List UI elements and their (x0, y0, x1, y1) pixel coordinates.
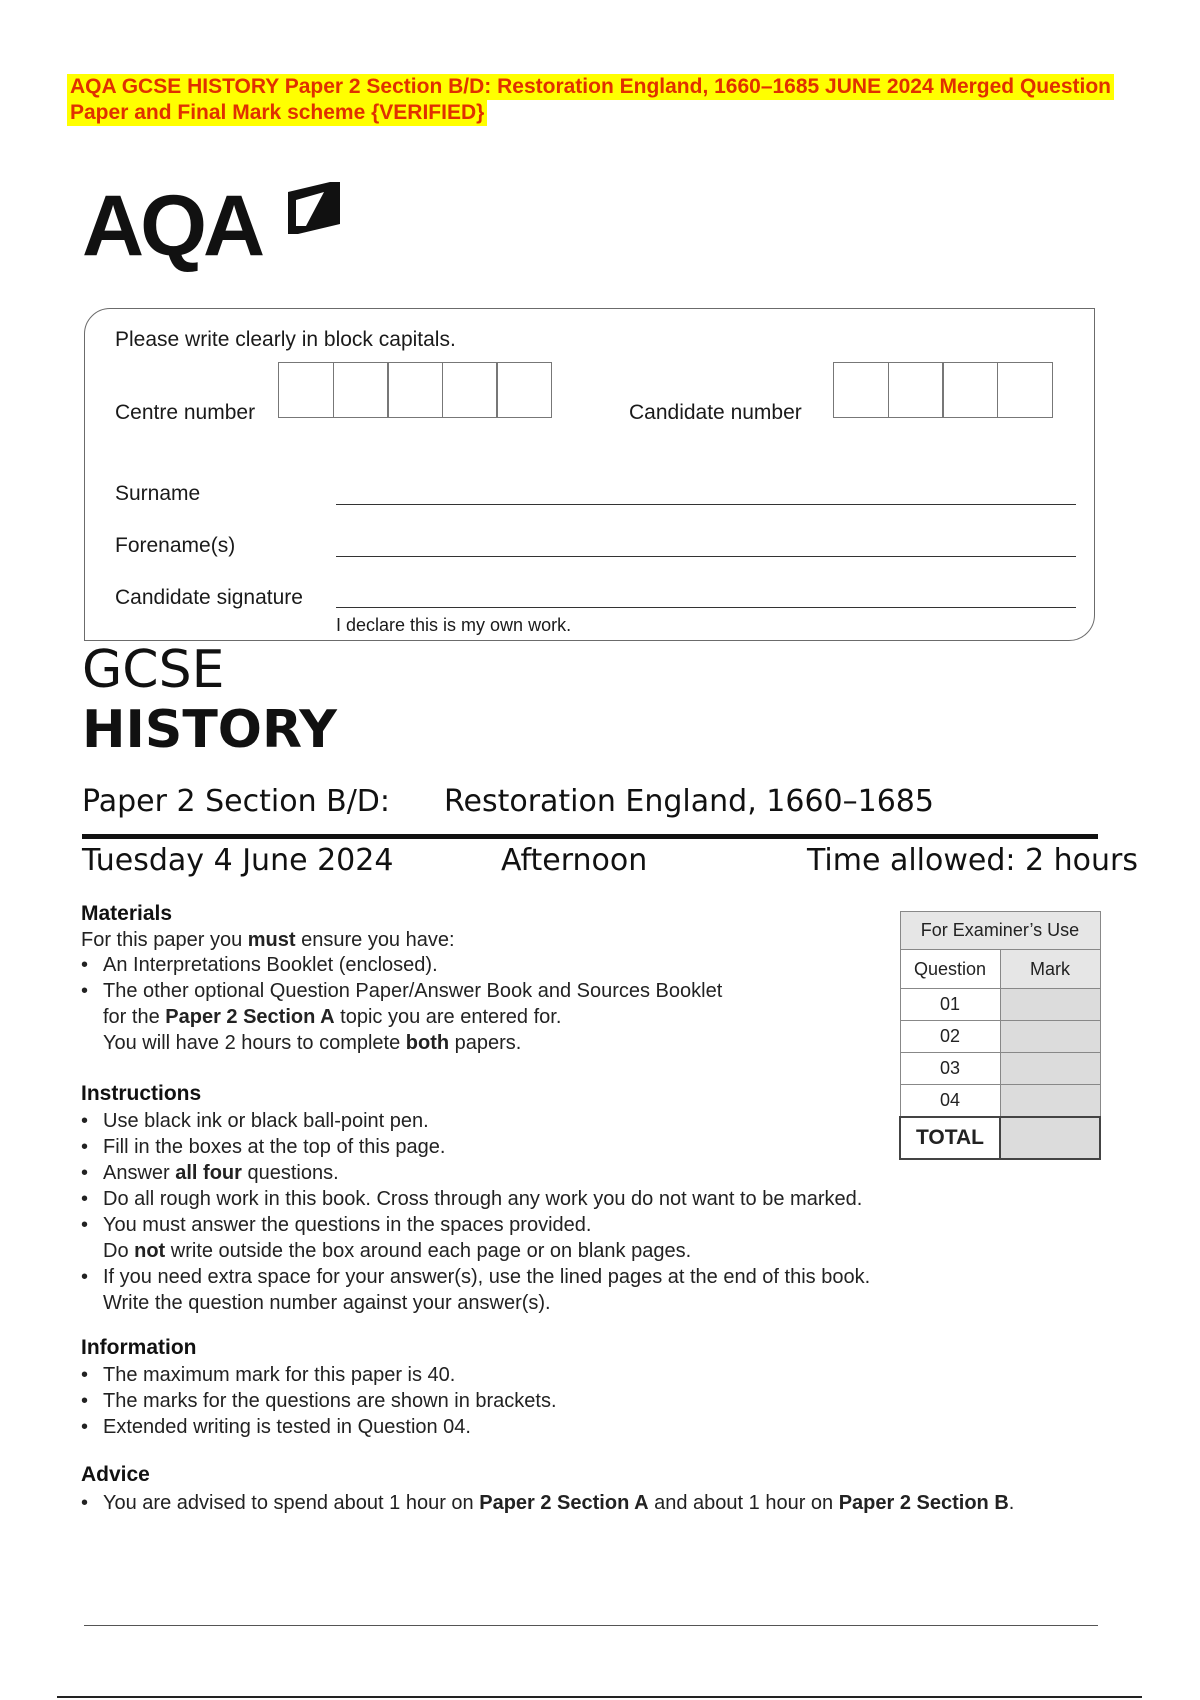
aqa-logo-mark-icon (284, 178, 344, 238)
title-divider (82, 834, 1098, 839)
list-item: • The marks for the questions are shown in brackets. (81, 1388, 557, 1414)
question-number: 04 (900, 1085, 1000, 1118)
forenames-label: Forename(s) (115, 534, 236, 557)
paper-topic: Restoration England, 1660–1685 (444, 784, 934, 819)
exam-session: Afternoon (501, 843, 648, 878)
signature-line[interactable] (336, 607, 1076, 608)
examiner-use-table (899, 911, 1101, 1160)
aqa-logo-text: AQA (82, 178, 262, 274)
mark-cell[interactable] (1000, 1053, 1100, 1085)
total-row (900, 1117, 1100, 1159)
question-number: 01 (900, 989, 1000, 1021)
surname-line[interactable] (336, 504, 1076, 505)
table-row (900, 1085, 1100, 1118)
page-bottom-border (57, 1696, 1142, 1698)
candidate-number-digit[interactable] (997, 362, 1053, 418)
aqa-logo (82, 176, 352, 276)
centre-number-digit[interactable] (387, 362, 443, 418)
mark-column-header: Mark (1000, 950, 1100, 989)
candidate-number-digit[interactable] (942, 362, 998, 418)
declaration-text: I declare this is my own work. (336, 615, 572, 635)
list-item: • You are advised to spend about 1 hour on Paper 2 Section A and about 1 hour on Paper 2 Section B. (81, 1490, 1014, 1516)
question-number: 03 (900, 1053, 1000, 1085)
list-item: • If you need extra space for your answer(s), use the lined pages at the end of this book. Write the question number against your answer(s). (81, 1264, 870, 1316)
list-item: • Answer all four questions. (81, 1160, 870, 1186)
exam-date: Tuesday 4 June 2024 (82, 843, 394, 878)
subject-title: HISTORY (82, 700, 337, 760)
list-item: • Do all rough work in this book. Cross through any work you do not want to be marked. (81, 1186, 870, 1212)
candidate-number-label: Candidate number (629, 401, 802, 424)
table-row (900, 1053, 1100, 1085)
centre-number-boxes[interactable] (278, 362, 552, 418)
table-row (900, 989, 1100, 1021)
examiner-use-title: For Examiner’s Use (900, 912, 1100, 950)
question-number: 02 (900, 1021, 1000, 1053)
document-banner (67, 74, 1114, 126)
mark-cell[interactable] (1000, 1021, 1100, 1053)
candidate-number-boxes[interactable] (833, 362, 1053, 418)
list-item: • The maximum mark for this paper is 40. (81, 1362, 557, 1388)
list-item: • An Interpretations Booklet (enclosed). (81, 952, 722, 978)
list-item: • Fill in the boxes at the top of this page. (81, 1134, 870, 1160)
information-heading: Information (81, 1336, 197, 1359)
centre-number-label: Centre number (115, 401, 256, 424)
mark-cell[interactable] (1000, 1085, 1100, 1118)
forenames-line[interactable] (336, 556, 1076, 557)
total-label: TOTAL (900, 1117, 1000, 1159)
question-column-header: Question (900, 950, 1000, 989)
centre-number-digit[interactable] (442, 362, 498, 418)
qualification-title: GCSE (82, 640, 225, 700)
list-item: • The other optional Question Paper/Answer Book and Sources Booklet for the Paper 2 Section A topic you are entered for. You will have 2 hours to complete both papers. (81, 978, 722, 1056)
block-capitals-instruction: Please write clearly in block capitals. (115, 328, 456, 351)
centre-number-digit[interactable] (278, 362, 334, 418)
centre-number-digit[interactable] (333, 362, 389, 418)
banner-line-2: Paper and Final Mark scheme {VERIFIED} (67, 100, 487, 126)
candidate-signature-label: Candidate signature (115, 586, 303, 609)
candidate-number-digit[interactable] (888, 362, 944, 418)
footer-divider (84, 1625, 1098, 1626)
mark-cell[interactable] (1000, 989, 1100, 1021)
total-mark-cell[interactable] (1000, 1117, 1100, 1159)
list-item: • You must answer the questions in the spaces provided. Do not write outside the box around each page or on blank pages. (81, 1212, 870, 1264)
instructions-list (81, 1108, 870, 1316)
surname-label: Surname (115, 482, 201, 505)
candidate-number-digit[interactable] (833, 362, 889, 418)
list-item: • Extended writing is tested in Question 04. (81, 1414, 557, 1440)
advice-list (81, 1490, 1014, 1516)
time-allowed: Time allowed: 2 hours (807, 843, 1139, 878)
materials-heading: Materials (81, 902, 173, 925)
information-list (81, 1362, 557, 1440)
banner-line-1: AQA GCSE HISTORY Paper 2 Section B/D: Restoration England, 1660–1685 JUNE 2024 Merged Question (67, 74, 1114, 100)
instructions-heading: Instructions (81, 1082, 202, 1105)
table-row (900, 1021, 1100, 1053)
advice-heading: Advice (81, 1463, 150, 1486)
list-item: • Use black ink or black ball-point pen. (81, 1108, 870, 1134)
materials-intro: For this paper you must ensure you have: (81, 929, 455, 951)
centre-number-digit[interactable] (496, 362, 552, 418)
materials-list (81, 952, 722, 1056)
paper-section: Paper 2 Section B/D: (82, 784, 391, 819)
